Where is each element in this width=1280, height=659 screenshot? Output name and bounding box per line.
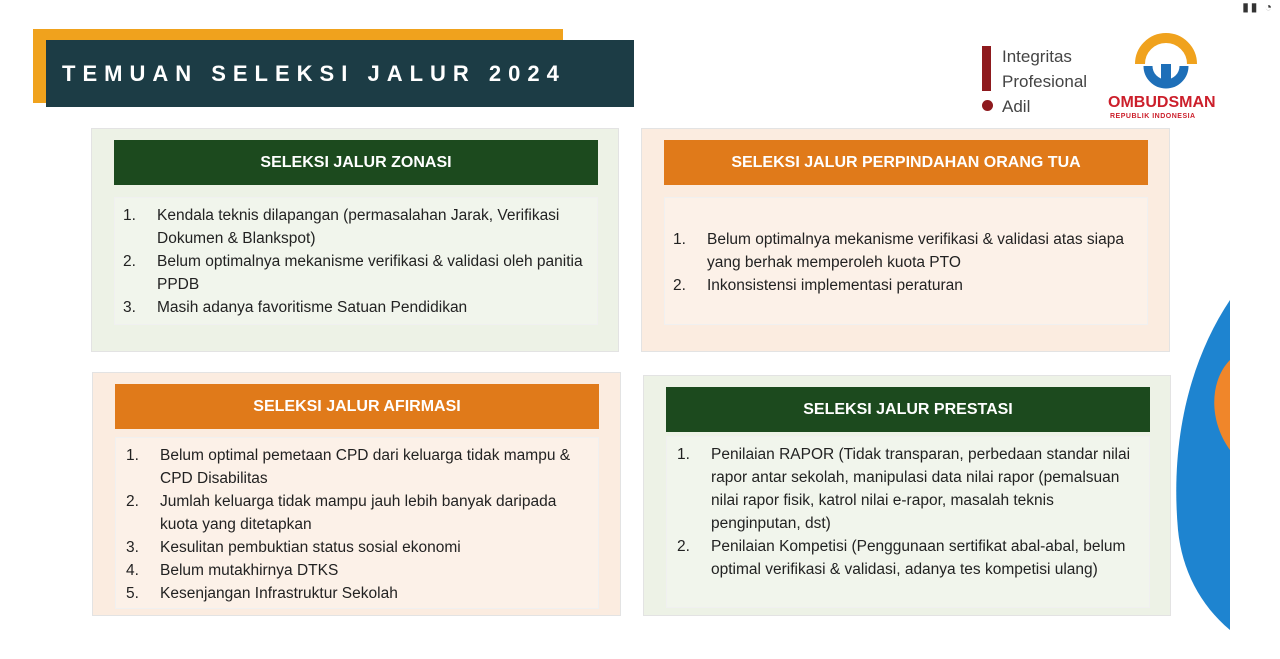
card-prestasi — [643, 375, 1171, 616]
card-zonasi-body — [114, 197, 598, 325]
list-item: 2. Belum optimalnya mekanisme verifikasi & validasi oleh panitia PPDB — [123, 253, 583, 293]
list-item: 5. Kesenjangan Infrastruktur Sekolah — [126, 585, 398, 602]
card-perpindahan — [641, 128, 1170, 352]
card-prestasi-body — [666, 436, 1150, 608]
list-item: 1. Kendala teknis dilapangan (permasalahan Jarak, Verifikasi Dokumen & Blankspot) — [123, 207, 560, 247]
list-item: 3. Kesulitan pembuktian status sosial ekonomi — [126, 539, 461, 556]
status-bar-icons: ▮▮ ◔ — [1242, 0, 1274, 14]
list-item: 2. Inkonsistensi implementasi peraturan — [673, 277, 963, 294]
card-zonasi — [91, 128, 619, 352]
value-profesional: Profesional — [1002, 72, 1088, 91]
decorative-blue-shape — [1170, 300, 1230, 630]
logo-subtitle: REPUBLIK INDONESIA — [1110, 113, 1196, 120]
card-afirmasi-header: SELEKSI JALUR AFIRMASI — [115, 384, 599, 429]
exclamation-bar — [982, 46, 991, 91]
list-item: 2. Jumlah keluarga tidak mampu jauh lebih banyak daripada kuota yang ditetapkan — [126, 493, 557, 533]
card-perpindahan-header: SELEKSI JALUR PERPINDAHAN ORANG TUA — [664, 140, 1148, 185]
list-item: 2. Penilaian Kompetisi (Penggunaan sertifikat abal-abal, belum optimal verifikasi & validasi, adanya tes kompetisi ulang) — [677, 538, 1126, 578]
list-item: 1. Belum optimal pemetaan CPD dari keluarga tidak mampu & CPD Disabilitas — [126, 447, 571, 487]
page-title: TEMUAN SELEKSI JALUR 2024 — [62, 60, 566, 86]
card-perpindahan-body — [664, 197, 1148, 325]
list-item: 3. Masih adanya favoritisme Satuan Pendidikan — [123, 299, 468, 316]
ombudsman-logo — [1104, 30, 1230, 122]
page-title-banner — [46, 40, 634, 107]
value-integritas: Integritas — [1002, 47, 1072, 66]
list-item: 1. Belum optimalnya mekanisme verifikasi & validasi atas siapa yang berhak memperoleh kuota PTO — [673, 231, 1124, 271]
value-adil: Adil — [1002, 97, 1031, 116]
list-item: 1. Penilaian RAPOR (Tidak transparan, perbedaan standar nilai rapor antar sekolah, manipulasi data nilai rapor (pemalsuan nilai rapor fisik, katrol nilai e-rapor, masalah teknis penginputan, dst) — [677, 446, 1131, 532]
card-afirmasi — [92, 372, 621, 616]
ombudsman-emblem-icon — [1132, 30, 1200, 92]
logo-name: OMBUDSMAN — [1108, 94, 1216, 111]
exclamation-dot — [982, 100, 993, 111]
card-prestasi-header: SELEKSI JALUR PRESTASI — [666, 387, 1150, 432]
card-afirmasi-body — [115, 437, 599, 609]
list-item: 4. Belum mutakhirnya DTKS — [126, 562, 339, 579]
card-zonasi-header: SELEKSI JALUR ZONASI — [114, 140, 598, 185]
